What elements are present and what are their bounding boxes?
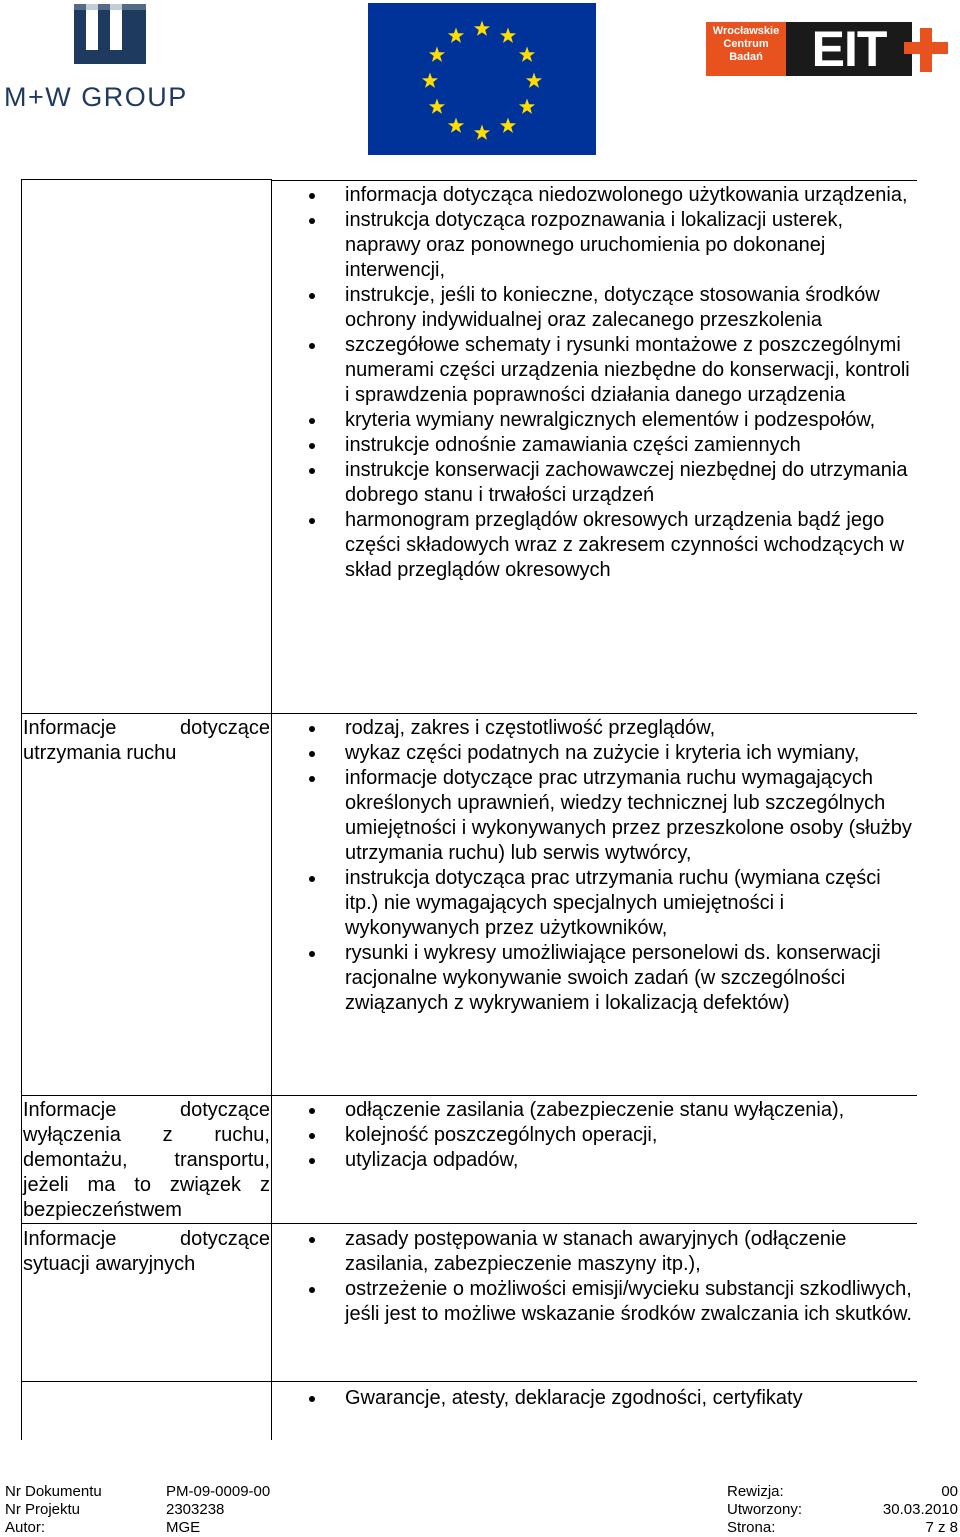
table-rule	[22, 179, 272, 180]
list-item: odłączenie zasilania (zabezpieczenie stanu wyłączenia),	[345, 1098, 917, 1123]
eit-brand-text: EIT	[786, 22, 912, 76]
table-rule	[21, 179, 22, 1440]
list-item: informacje dotyczące prac utrzymania ruchu wymagających określonych uprawnień, wiedzy technicznej lub szczególnych umiejętności i wykonywanych przez przeszkolone osoby (służby utrzymania ruchu) lub serwis wytwórcy,	[345, 766, 917, 866]
row-label: Informacje dotyczące sytuacji awaryjnych	[23, 1228, 270, 1275]
eit-line-3: Badań	[729, 51, 763, 63]
list-item: instrukcje odnośnie zamawiania części zamiennych	[345, 433, 917, 458]
doc-number-label: Nr Dokumentu	[5, 1483, 102, 1500]
table-rule	[22, 1381, 917, 1382]
list-item: kryteria wymiany newralgicznych elementów i podzespołów,	[345, 408, 917, 433]
table-rule	[271, 179, 272, 1440]
page-value: 7 z 8	[925, 1519, 958, 1536]
table-rule	[22, 1223, 917, 1224]
row-5-list	[345, 1386, 917, 1411]
mw-group-text: M+W GROUP	[4, 82, 188, 112]
list-item: informacja dotycząca niedozwolonego użytkowania urządzenia,	[345, 183, 917, 208]
revision-label: Rewizja:	[727, 1483, 784, 1500]
revision-value: 00	[941, 1483, 958, 1500]
author-label: Autor:	[5, 1519, 46, 1536]
list-item: Gwarancje, atesty, deklaracje zgodności, certyfikaty	[345, 1386, 917, 1411]
row-4-list	[345, 1227, 917, 1327]
list-item: wykaz części podatnych na zużycie i kryteria ich wymiany,	[345, 741, 917, 766]
list-item: instrukcje, jeśli to konieczne, dotyczące stosowania środków ochrony indywidualnej oraz zalecanego przeszkolenia	[345, 283, 917, 333]
list-item: rysunki i wykresy umożliwiające personelowi ds. konserwacji racjonalne wykonywanie swoich zadań (w szczególności związanych z wykrywaniem i lokalizacją defektów)	[345, 941, 917, 1016]
page-footer	[0, 1482, 960, 1534]
list-item: rodzaj, zakres i częstotliwość przeglądów,	[345, 716, 917, 741]
project-number-value: 2303238	[166, 1501, 225, 1518]
created-value: 30.03.2010	[882, 1501, 958, 1518]
list-item: instrukcje konserwacji zachowawczej niezbędnej do utrzymania dobrego stanu i trwałości urządzeń	[345, 458, 917, 508]
list-item: harmonogram przeglądów okresowych urządzenia bądź jego części składowych wraz z zakresem czynności wchodzących w skład przeglądów okresowych	[345, 508, 917, 583]
project-number-label: Nr Projektu	[5, 1501, 81, 1518]
eit-line-1: Wrocławskie	[712, 25, 780, 37]
row-3-list	[345, 1098, 917, 1173]
list-item: instrukcja dotycząca rozpoznawania i lokalizacji usterek, naprawy oraz ponownego uruchomienia po dokonanej interwencji,	[345, 208, 917, 283]
list-item: zasady postępowania w stanach awaryjnych (odłączenie zasilania, zabezpieczenie maszyny itp.),	[345, 1227, 917, 1277]
list-item: instrukcja dotycząca prac utrzymania ruchu (wymiana części itp.) nie wymagających specjalnych umiejętności i wykonywanych przez użytkowników,	[345, 866, 917, 941]
list-item: szczegółowe schematy i rysunki montażowe z poszczególnymi numerami części urządzenia niezbędne do konserwacji, kontroli i sprawdzenia poprawności działania danego urządzenia	[345, 333, 917, 408]
row-label: Informacje dotyczące wyłączenia z ruchu, demontażu, transportu, jeżeli ma to związek z bezpieczeństwem	[23, 1099, 270, 1221]
row-label: Informacje dotyczące utrzymania ruchu	[23, 717, 270, 764]
table-rule	[272, 180, 917, 181]
author-value: MGE	[166, 1519, 201, 1536]
list-item: utylizacja odpadów,	[345, 1148, 917, 1173]
page-label: Strona:	[727, 1519, 776, 1536]
list-item: kolejność poszczególnych operacji,	[345, 1123, 917, 1148]
table-rule	[22, 1095, 917, 1096]
row-2-list	[345, 716, 917, 1016]
row-1-list	[345, 183, 917, 583]
created-label: Utworzony:	[727, 1501, 803, 1518]
list-item: ostrzeżenie o możliwości emisji/wycieku substancji szkodliwych, jeśli jest to możliwe wskazanie środków zwalczania ich skutków.	[345, 1277, 917, 1327]
table-rule	[22, 713, 917, 714]
doc-number-value: PM-09-0009-00	[166, 1483, 271, 1500]
eit-line-2: Centrum	[723, 38, 769, 50]
